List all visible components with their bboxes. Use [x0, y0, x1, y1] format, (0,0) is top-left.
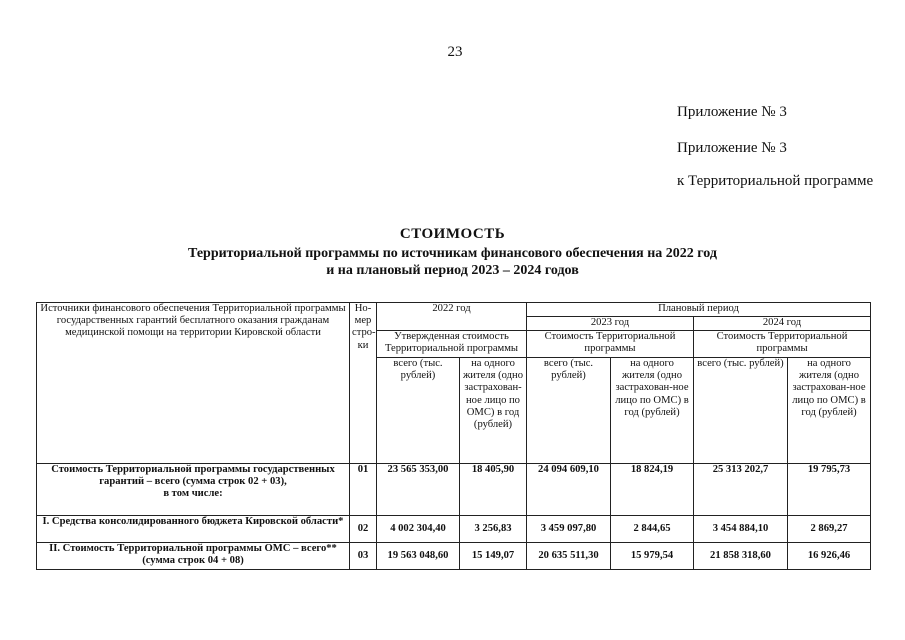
header-row-number: Но-мер стро-ки	[350, 303, 377, 464]
cell-2024-total: 3 454 884,10	[694, 516, 788, 543]
header-2024-per-person: на одного жителя (одно застрахован-ное лицо по ОМС) в год (рублей)	[788, 358, 871, 464]
header-planned-period: Плановый период	[527, 303, 871, 317]
header-2023-per-person: на одного жителя (одно застрахован-ное лицо по ОМС) в год (рублей)	[611, 358, 694, 464]
cell-2024-per-person: 16 926,46	[788, 543, 871, 570]
header-year-2023: 2023 год	[527, 317, 694, 331]
table-row	[37, 464, 871, 516]
header-year-2024: 2024 год	[694, 317, 871, 331]
cell-2022-total: 4 002 304,40	[377, 516, 460, 543]
table-row	[37, 516, 871, 543]
appendix-line-1: Приложение № 3	[677, 104, 787, 120]
document-title: СТОИМОСТЬ	[399, 226, 506, 242]
document-subtitle-1: Территориальной программы по источникам финансового обеспечения на 2022 год	[188, 246, 717, 261]
appendix-line-2: Приложение № 3	[677, 140, 787, 156]
cell-2023-total: 20 635 511,30	[527, 543, 611, 570]
row-label: II. Стоимость Территориальной программы ОМС – всего** (сумма строк 04 + 08)	[37, 543, 350, 570]
row-label	[37, 464, 350, 516]
row-code: 02	[350, 516, 377, 543]
header-cost-2024: Стоимость Территориальной программы	[694, 331, 871, 358]
cell-2023-per-person: 15 979,54	[611, 543, 694, 570]
header-2024-total: всего (тыс. рублей)	[694, 358, 788, 464]
cell-2024-per-person: 19 795,73	[788, 464, 871, 516]
header-2023-total: всего (тыс. рублей)	[527, 358, 611, 464]
row-code: 03	[350, 543, 377, 570]
cell-2024-total: 21 858 318,60	[694, 543, 788, 570]
cell-2022-total: 23 565 353,00	[377, 464, 460, 516]
document-subtitle-2: и на плановый период 2023 – 2024 годов	[326, 263, 579, 278]
cell-2023-total: 3 459 097,80	[527, 516, 611, 543]
header-source: Источники финансового обеспечения Территориальной программы государственных гарантий бесплатного оказания гражданам медицинской помощи на территории Кировской области	[37, 303, 350, 464]
cell-2022-per-person: 3 256,83	[460, 516, 527, 543]
header-year-2022: 2022 год	[377, 303, 527, 331]
header-2022-total: всего (тыс. рублей)	[377, 358, 460, 464]
header-approved-cost: Утвержденная стоимость Территориальной программы	[377, 331, 527, 358]
cell-2023-total: 24 094 609,10	[527, 464, 611, 516]
cell-2024-per-person: 2 869,27	[788, 516, 871, 543]
cell-2024-total: 25 313 202,7	[694, 464, 788, 516]
cell-2022-per-person: 18 405,90	[460, 464, 527, 516]
cell-2023-per-person: 2 844,65	[611, 516, 694, 543]
row-label: I. Средства консолидированного бюджета Кировской области*	[37, 516, 350, 543]
header-2022-per-person: на одного жителя (одно застрахован-ное лицо по ОМС) в год (рублей)	[460, 358, 527, 464]
row-label-main: Стоимость Территориальной программы государственных гарантий – всего (сумма строк 02 + 03),	[51, 464, 335, 488]
cost-table	[36, 302, 871, 570]
page-number: 23	[447, 44, 463, 60]
cell-2022-total: 19 563 048,60	[377, 543, 460, 570]
cell-2022-per-person: 15 149,07	[460, 543, 527, 570]
row-label-sub: в том числе:	[163, 488, 223, 500]
cell-2023-per-person: 18 824,19	[611, 464, 694, 516]
row-code: 01	[350, 464, 377, 516]
header-cost-2023: Стоимость Территориальной программы	[527, 331, 694, 358]
table-row	[37, 543, 871, 570]
appendix-line-3: к Территориальной программе	[677, 173, 874, 189]
